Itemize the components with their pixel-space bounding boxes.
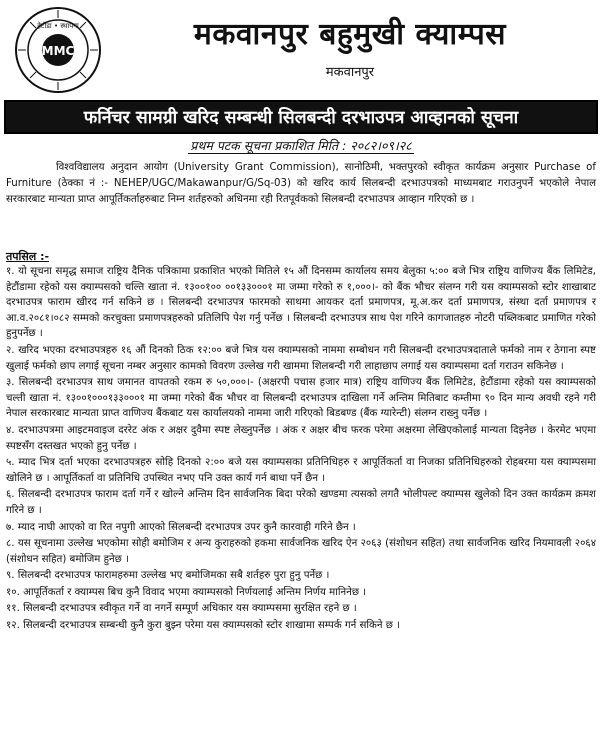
list-item: १०. आपूर्तिकर्ता र क्याम्पस बिच कुनै विवाद भएमा क्याम्पसको निर्णयलाई अन्तिम निर्णय मानिनेछ । xyxy=(6,586,367,598)
details-heading: तपसिल :- xyxy=(6,250,50,263)
campus-location: मकवानपुर xyxy=(325,65,375,80)
header xyxy=(0,0,602,100)
logo-center-text: MMC xyxy=(41,44,75,58)
logo-ring-text: हेटौंडा • स्थापना xyxy=(37,22,79,30)
notice-banner xyxy=(4,100,598,134)
intro-paragraph: विश्वविद्यालय अनुदान आयोग (University Grant Commission), सानोठिमी, भक्तपुरको स्वीकृत कार्यक्रम अनुसार Purchase of Furniture (ठेक्का नं :- NEHEP/UGC/Makawanpur/G/Sq-03) को खरिद कार्य सिलबन्दी दरभाउपत्रको माध्यमबाट गराउनुपर्ने भएकोले नेपाल सरकारबाट मान्यता प्राप्त आपूर्तिकर्ताहरुबाट निम्न शर्तहरुको अधिनमा रही रितपूर्वकको सिलबन्दी दरभाउपत्र आव्हान गरिएको छ । xyxy=(6,162,596,205)
list-item: ८. यस सूचनामा उल्लेख भएकोमा सोही बमोजिम र अन्य कुराहरुको हकमा सार्वजनिक खरिद ऐन २०६३ (संशोधन सहित) तथा सार्वजनिक खरिद नियमावली २०६४ (संशोधन सहित) बमोजिम हुनेछ । xyxy=(6,538,596,565)
list-item: १२. सिलबन्दी दरभाउपत्र सम्बन्धी कुनै कुरा बुझ्न परेमा यस क्याम्पसको स्टोर शाखामा सम्पर्क गर्न सकिने छ । xyxy=(6,620,401,632)
list-item: ६. सिलबन्दी दरभाउपत्र फाराम दर्ता गर्ने र खोल्ने अन्तिम दिन सार्वजनिक बिदा परेको खण्डमा त्यसको लगतै भोलीपल्ट क्याम्पस खुलेको दिन उक्त कार्यक्रम क्रमश गरिने छ । xyxy=(6,489,596,516)
campus-logo xyxy=(14,6,102,94)
list-item: २. खरिद भएका दरभाउपत्रहरु १६ औं दिनको ठिक १२:०० बजे भित्र यस क्याम्पसको नाममा सम्बोधन गरी सिलबन्दी दरभाउपत्रदाताले फर्मको नाम र ठेगाना स्पष्ट खुलाई फर्मको छाप लगाई सूचना नम्बर अनुसार कामको विवरण उल्लेख गरी खाममा शिलबन्दी गरी लाहाछाप लगाई यस क्याम्पसमा दर्ता गराउन सकिनेछ । xyxy=(6,344,596,372)
publication-date-text: प्रथम पटक सूचना प्रकाशित मिति : २०८२।०९।२८ xyxy=(190,138,412,153)
campus-title: मकवानपुर बहुमुखी क्याम्पस xyxy=(193,17,507,52)
list-item: ५. म्याद भित्र दर्ता भएका दरभाउपत्रहरु सोहि दिनको २:०० बजे यस क्याम्पसका प्रतिनिधिहरु र आपूर्तिकर्ता वा निजका प्रतिनिधिहरुको रोहबरमा यस क्याम्पसमा खोलिने छ । आपूर्तिकर्ता वा प्रतिनिधि उपस्थित नभए पनि उक्त कार्य गर्न बाधा पर्ने छैन । xyxy=(6,457,596,484)
details-list xyxy=(6,264,596,635)
list-item: ११. सिलबन्दी दरभाउपत्र स्वीकृत गर्ने वा नगर्ने सम्पूर्ण अधिकार यस क्याम्पसमा सुरक्षित रहने छ । xyxy=(6,603,357,615)
list-item: ७. म्याद नाघी आएको वा रित नपुगी आएको सिलबन्दी दरभाउपत्र उपर कुनै कारवाही गरिने छैन । xyxy=(6,521,356,533)
list-item: ३. सिलबन्दी दरभाउपत्र साथ जमानत वापतको रकम रु ५०,०००।- (अक्षरपी पचास हजार मात्र) राष्ट्रिय वाणिज्य बैंक लिमिटेड, हेटौंडामा रहेको यस क्याम्पसको चल्ती खाता नं. १३००१०००१३३०००१ मा जम्मा गरेको बैंक भौचर वा सिलबन्दी दरभाउपत्र दाखिला गर्ने अन्तिम मितिबाट कम्तीमा ९० दिन मान्य अवधी रहने गरी नेपाल सरकारबाट मान्यता प्राप्त वाणिज्य बैंकबाट यस कार्यालयको नाममा जारी गरिएको बिडबण्ड (बैंक ग्यारेन्टी) संलग्न राख्नु पर्नेछ । xyxy=(6,377,596,420)
list-item: ४. दरभाउपत्रमा आइटमवाइज दररेट अंक र अक्षर दुवैमा स्पष्ट लेख्नुपर्नेछ । अंक र अक्षर बीच फरक परेमा अक्षरमा लेखिएकोलाई मान्यता दिइनेछ । केरमेट भएमा स्पष्टसँग दस्तखत भएको हुनु पर्नेछ । xyxy=(6,424,596,452)
notice-title: फर्निचर सामग्री खरिद सम्बन्धी सिलबन्दी दरभाउपत्र आव्हानको सूचना xyxy=(83,108,519,128)
publication-date xyxy=(4,137,598,154)
list-item: ९. सिलबन्दी दरभाउपत्र फारामहरुमा उल्लेख भए बमोजिमका सबै शर्तहरु पुरा हुनु पर्नेछ । xyxy=(6,570,330,582)
list-item: १. यो सूचना समृद्ध समाज राष्ट्रिय दैनिक पत्रिकामा प्रकाशित भएको मितिले १५ औं दिनसम्म कार्यालय समय बेलुका ५:०० बजे भित्र राष्ट्रिय वाणिज्य बैंक लिमिटेड, हेटौंडामा रहेको यस क्याम्पसको चल्ति खाता नं. १३००१०० ००१३३०००१ मा जम्मा गरेको रु १,०००।- को बैंक भौचर संलग्न गरी यस क्याम्पसको स्टोर शाखाबाट दरभाउपत्र फाराम खीरद गर्न सकिने छ । सिलबन्दी दरभाउपत्र फारमको साथमा आयकर दर्ता प्रमाणपत्र, मू.अ.कर दर्ता प्रमाणपत्र, संस्था दर्ता प्रमाणपत्र र आ.व.२०८१।०८२ सम्मको करचुक्ता प्रमाणपत्रहरुको प्रतिलिपि पेश गर्नु पर्नेछ । सिलबन्दी दरभाउपत्र साथ पेश गरिने कागजातहरु नोटरी पब्लिकबाट प्रमाणित गरेको हुनुपर्नेछ । xyxy=(6,266,596,340)
